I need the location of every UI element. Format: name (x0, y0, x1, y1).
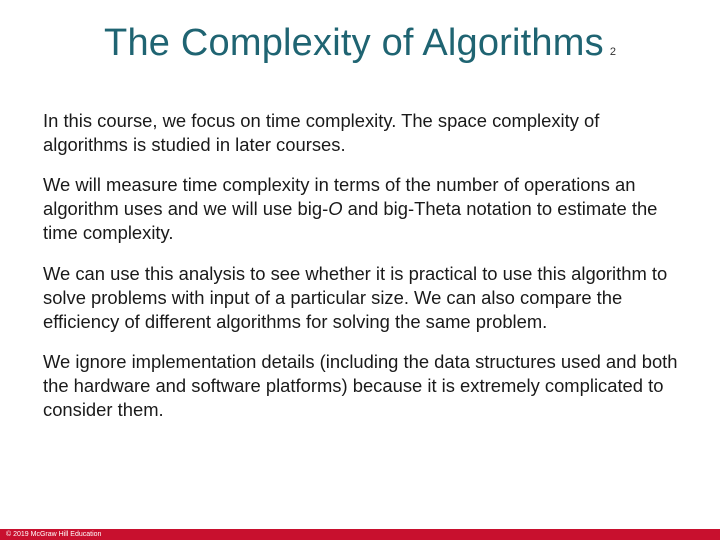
copyright-notice: © 2019 McGraw Hill Education (6, 531, 102, 538)
slide-title (0, 22, 720, 65)
paragraph-practical-analysis: We can use this analysis to see whether it is practical to use this algorithm to solve problems with input of a particular size. We can also compare the efficiency of different algorithms for solving the same problem. (43, 263, 668, 332)
paragraph-ignore-details: We ignore implementation details (including the data structures used and both the hardware and software platforms) because it is extremely complicated to consider them. (43, 351, 678, 420)
paragraph-text-start: We will measure time complexity in terms of the number of operations an algorithm uses and we will use big- (43, 174, 636, 219)
paragraph-text-end: and big-Theta notation to estimate the time complexity. (43, 198, 658, 243)
slide-number: 2 (609, 46, 616, 58)
page-title: The Complexity of Algorithms (104, 22, 604, 64)
paragraph-time-complexity-focus: In this course, we focus on time complexity. The space complexity of algorithms is studied in later courses. (43, 110, 600, 155)
footer-bar (0, 529, 720, 540)
paragraph-measure-time-complexity (43, 173, 683, 245)
slide-body (43, 109, 683, 437)
big-o-letter: O (328, 198, 343, 219)
